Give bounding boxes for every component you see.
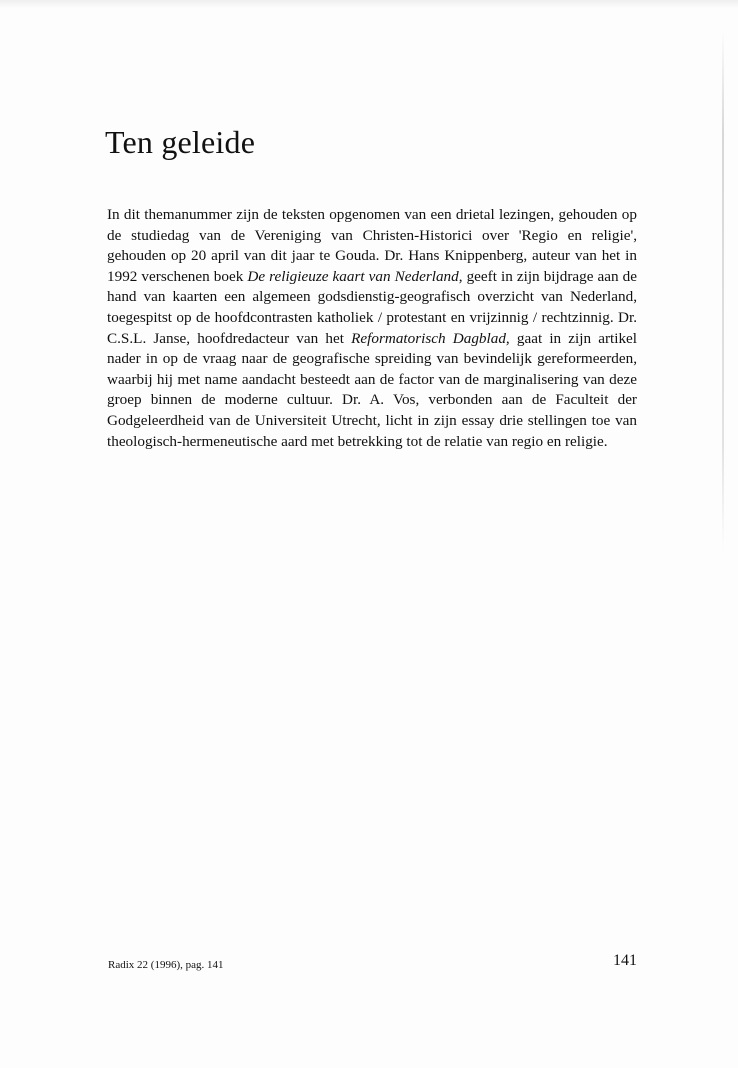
newspaper-title: Reformatorisch Dagblad: [351, 329, 506, 347]
article-paragraph: [107, 205, 637, 452]
book-title: De religieuze kaart van Nederland: [247, 267, 459, 285]
footer-citation: Radix 22 (1996), pag. 141: [108, 959, 224, 971]
paragraph-part-2: , geeft in zijn bijdrage aan de hand van kaarten een algemeen godsdienstig-geografisch overzicht van Nederland, toegespitst op de hoofdcontrasten katholiek / protestant en vrijzinnig / rechtzinnig. Dr. C.S.L. Janse, hoofdredacteur van het: [107, 267, 637, 347]
article-title: Ten geleide: [105, 124, 256, 160]
scan-edge-top: [0, 0, 738, 8]
scan-edge-right: [722, 30, 724, 550]
paragraph-part-1: In dit themanummer zijn de teksten opgenomen van een drietal lezingen, gehouden op de studiedag van de Vereniging van Christen-Historici over 'Regio en religie', gehouden op 20 april van dit jaar te Gouda. Dr. Hans Knippenberg, auteur van het in 1992 verschenen boek: [107, 206, 637, 285]
page-number: 141: [613, 952, 637, 969]
paragraph-part-3: , gaat in zijn artikel nader in op de vraag naar de geografische spreiding van bevindelijk gereformeerden, waarbij hij met name aandacht besteedt aan de factor van de marginalisering van deze groep binnen de moderne cultuur. Dr. A. Vos, verbonden aan de Faculteit der Godgeleerdheid van de Universiteit Utrecht, licht in zijn essay drie stellingen toe van theologisch-hermeneutische aard met betrekking tot de relatie van regio en religie.: [107, 329, 637, 450]
